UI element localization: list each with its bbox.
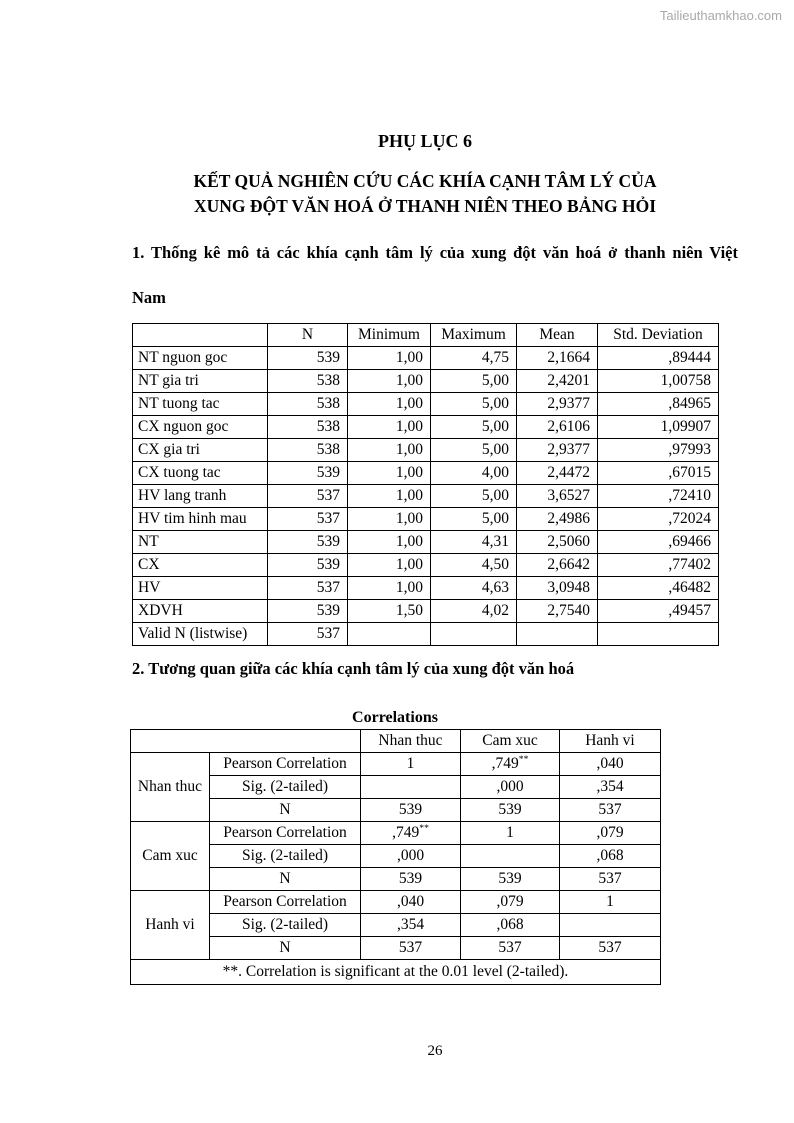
value-cell: 1,00 bbox=[348, 531, 431, 554]
row-label: HV bbox=[133, 577, 268, 600]
value-cell: 539 bbox=[361, 868, 461, 891]
footnote-row bbox=[131, 960, 661, 985]
value-cell: 1,00 bbox=[348, 485, 431, 508]
column-header-hanh-vi: Hanh vi bbox=[560, 730, 661, 753]
significance-marker: ** bbox=[518, 753, 529, 765]
table-row bbox=[131, 822, 661, 845]
value-cell: 539 bbox=[268, 600, 348, 623]
significance-footnote: **. Correlation is significant at the 0.01 level (2-tailed). bbox=[131, 960, 661, 985]
section1-heading-line2: Nam bbox=[132, 288, 166, 307]
value-cell: 539 bbox=[268, 347, 348, 370]
value-cell: 2,5060 bbox=[517, 531, 598, 554]
row-label: HV lang tranh bbox=[133, 485, 268, 508]
value-cell: 537 bbox=[560, 937, 661, 960]
value-cell: 538 bbox=[268, 416, 348, 439]
value-cell: 5,00 bbox=[431, 370, 517, 393]
value-cell: ,040 bbox=[361, 891, 461, 914]
value-cell: ,49457 bbox=[598, 600, 719, 623]
row-label: CX bbox=[133, 554, 268, 577]
value-cell: 1,00 bbox=[348, 462, 431, 485]
column-header-n: N bbox=[268, 324, 348, 347]
value-cell: 3,0948 bbox=[517, 577, 598, 600]
value-cell: 539 bbox=[361, 799, 461, 822]
value-cell: ,068 bbox=[560, 845, 661, 868]
value-cell: 2,4201 bbox=[517, 370, 598, 393]
value-cell: 5,00 bbox=[431, 416, 517, 439]
value-cell: 1,00 bbox=[348, 577, 431, 600]
value-cell: 2,7540 bbox=[517, 600, 598, 623]
value-cell: ,749** bbox=[361, 822, 461, 845]
table-row bbox=[133, 531, 719, 554]
value-cell: 537 bbox=[560, 868, 661, 891]
value-cell: 539 bbox=[461, 868, 560, 891]
value-cell: 4,50 bbox=[431, 554, 517, 577]
value-cell: 5,00 bbox=[431, 485, 517, 508]
stat-label: Pearson Correlation bbox=[210, 891, 361, 914]
value-cell: 537 bbox=[268, 485, 348, 508]
group-label: Cam xuc bbox=[131, 822, 210, 891]
watermark-text: Tailieuthamkhao.com bbox=[659, 8, 782, 23]
table-row bbox=[131, 891, 661, 914]
descriptives-tbody bbox=[133, 347, 719, 646]
value-cell: 539 bbox=[268, 462, 348, 485]
value-cell bbox=[431, 623, 517, 646]
table-row bbox=[131, 914, 661, 937]
value-cell: 1,00 bbox=[348, 554, 431, 577]
table-row bbox=[131, 845, 661, 868]
row-label: CX tuong tac bbox=[133, 462, 268, 485]
stat-label: Pearson Correlation bbox=[210, 822, 361, 845]
table-row bbox=[133, 577, 719, 600]
value-cell bbox=[560, 914, 661, 937]
column-header-blank bbox=[133, 324, 268, 347]
value-cell: 1,00 bbox=[348, 416, 431, 439]
value-cell: 537 bbox=[560, 799, 661, 822]
row-label: CX gia tri bbox=[133, 439, 268, 462]
value-cell: 1,00 bbox=[348, 370, 431, 393]
column-header-std-deviation: Std. Deviation bbox=[598, 324, 719, 347]
row-label: CX nguon goc bbox=[133, 416, 268, 439]
row-label: NT tuong tac bbox=[133, 393, 268, 416]
value-cell: 1 bbox=[461, 822, 560, 845]
value-cell: 5,00 bbox=[431, 393, 517, 416]
value-cell: ,97993 bbox=[598, 439, 719, 462]
column-header-maximum: Maximum bbox=[431, 324, 517, 347]
correlations-table-title: Correlations bbox=[352, 709, 438, 726]
value-cell: 1,50 bbox=[348, 600, 431, 623]
section2-heading: 2. Tương quan giữa các khía cạnh tâm lý của xung đột văn hoá bbox=[132, 659, 575, 678]
value-cell bbox=[361, 776, 461, 799]
table-row bbox=[131, 776, 661, 799]
subtitle-line-1: KẾT QUẢ NGHIÊN CỨU CÁC KHÍA CẠNH TÂM LÝ CỦA bbox=[193, 171, 657, 191]
value-cell: 1,00758 bbox=[598, 370, 719, 393]
value-cell: 4,75 bbox=[431, 347, 517, 370]
value-cell: ,69466 bbox=[598, 531, 719, 554]
value-cell: ,749** bbox=[461, 753, 560, 776]
table-row bbox=[131, 799, 661, 822]
value-cell: 1,09907 bbox=[598, 416, 719, 439]
value-cell: 1,00 bbox=[348, 508, 431, 531]
page-number: 26 bbox=[427, 1043, 443, 1059]
table-row bbox=[133, 508, 719, 531]
value-cell bbox=[598, 623, 719, 646]
stat-label: N bbox=[210, 937, 361, 960]
table-row bbox=[131, 868, 661, 891]
value-cell: 537 bbox=[268, 508, 348, 531]
value-cell: 1 bbox=[361, 753, 461, 776]
table-header-row bbox=[131, 730, 661, 753]
stat-label: Sig. (2-tailed) bbox=[210, 776, 361, 799]
value-cell: ,67015 bbox=[598, 462, 719, 485]
value-cell: ,000 bbox=[461, 776, 560, 799]
descriptive-statistics-table bbox=[132, 323, 719, 646]
row-label: HV tim hinh mau bbox=[133, 508, 268, 531]
table-row bbox=[131, 937, 661, 960]
value-cell: 539 bbox=[461, 799, 560, 822]
value-cell: 2,9377 bbox=[517, 393, 598, 416]
value-cell: ,72410 bbox=[598, 485, 719, 508]
value-cell bbox=[517, 623, 598, 646]
column-header-cam-xuc: Cam xuc bbox=[461, 730, 560, 753]
table-row bbox=[131, 753, 661, 776]
document-subtitle bbox=[110, 169, 740, 219]
row-label: XDVH bbox=[133, 600, 268, 623]
group-label: Hanh vi bbox=[131, 891, 210, 960]
stat-label: N bbox=[210, 868, 361, 891]
group-label: Nhan thuc bbox=[131, 753, 210, 822]
value-cell: ,354 bbox=[361, 914, 461, 937]
value-cell: 2,6642 bbox=[517, 554, 598, 577]
stat-label: Sig. (2-tailed) bbox=[210, 914, 361, 937]
subtitle-line-2: XUNG ĐỘT VĂN HOÁ Ở THANH NIÊN THEO BẢNG HỎI bbox=[193, 196, 657, 216]
table-row bbox=[133, 416, 719, 439]
value-cell: 2,9377 bbox=[517, 439, 598, 462]
table-row bbox=[133, 393, 719, 416]
value-cell: ,77402 bbox=[598, 554, 719, 577]
table-row bbox=[133, 439, 719, 462]
value-cell bbox=[461, 845, 560, 868]
column-header-nhan-thuc: Nhan thuc bbox=[361, 730, 461, 753]
value-cell: 1 bbox=[560, 891, 661, 914]
value-cell: ,000 bbox=[361, 845, 461, 868]
value-cell: 4,00 bbox=[431, 462, 517, 485]
significance-marker: ** bbox=[419, 822, 429, 834]
correlations-tbody bbox=[131, 753, 661, 960]
value-cell: 537 bbox=[361, 937, 461, 960]
table-row bbox=[133, 623, 719, 646]
value-cell: 539 bbox=[268, 554, 348, 577]
value-cell: ,84965 bbox=[598, 393, 719, 416]
value-cell: 539 bbox=[268, 531, 348, 554]
value-cell: 1,00 bbox=[348, 347, 431, 370]
value-cell: 2,6106 bbox=[517, 416, 598, 439]
value-cell: 5,00 bbox=[431, 508, 517, 531]
table-row bbox=[133, 370, 719, 393]
table-row bbox=[133, 462, 719, 485]
value-cell bbox=[348, 623, 431, 646]
value-cell: ,040 bbox=[560, 753, 661, 776]
value-cell: 4,63 bbox=[431, 577, 517, 600]
page-title: PHỤ LỤC 6 bbox=[378, 131, 472, 151]
table-header-row bbox=[133, 324, 719, 347]
correlations-table bbox=[130, 729, 661, 985]
value-cell: 537 bbox=[461, 937, 560, 960]
column-header-mean: Mean bbox=[517, 324, 598, 347]
value-cell: ,068 bbox=[461, 914, 560, 937]
row-label: Valid N (listwise) bbox=[133, 623, 268, 646]
table-row bbox=[133, 485, 719, 508]
row-label: NT nguon goc bbox=[133, 347, 268, 370]
value-cell: 1,00 bbox=[348, 439, 431, 462]
column-header-minimum: Minimum bbox=[348, 324, 431, 347]
value-cell: 537 bbox=[268, 577, 348, 600]
table-row bbox=[133, 347, 719, 370]
value-cell: 5,00 bbox=[431, 439, 517, 462]
stat-label: Sig. (2-tailed) bbox=[210, 845, 361, 868]
value-cell: ,079 bbox=[461, 891, 560, 914]
value-cell: 4,02 bbox=[431, 600, 517, 623]
table-row bbox=[133, 554, 719, 577]
value-cell: ,89444 bbox=[598, 347, 719, 370]
value-cell: 2,4986 bbox=[517, 508, 598, 531]
value-cell: 3,6527 bbox=[517, 485, 598, 508]
value-cell: 1,00 bbox=[348, 393, 431, 416]
row-label: NT bbox=[133, 531, 268, 554]
section1-heading-line1: 1. Thống kê mô tả các khía cạnh tâm lý của xung đột văn hoá ở thanh niên Việt bbox=[132, 243, 738, 262]
value-cell: 4,31 bbox=[431, 531, 517, 554]
value-cell: ,079 bbox=[560, 822, 661, 845]
table-row bbox=[133, 600, 719, 623]
value-cell: 2,1664 bbox=[517, 347, 598, 370]
value-cell: ,354 bbox=[560, 776, 661, 799]
value-cell: 538 bbox=[268, 370, 348, 393]
column-header-blank bbox=[131, 730, 361, 753]
value-cell: 538 bbox=[268, 439, 348, 462]
value-cell: 537 bbox=[268, 623, 348, 646]
stat-label: N bbox=[210, 799, 361, 822]
value-cell: ,72024 bbox=[598, 508, 719, 531]
row-label: NT gia tri bbox=[133, 370, 268, 393]
value-cell: 538 bbox=[268, 393, 348, 416]
stat-label: Pearson Correlation bbox=[210, 753, 361, 776]
value-cell: 2,4472 bbox=[517, 462, 598, 485]
value-cell: ,46482 bbox=[598, 577, 719, 600]
